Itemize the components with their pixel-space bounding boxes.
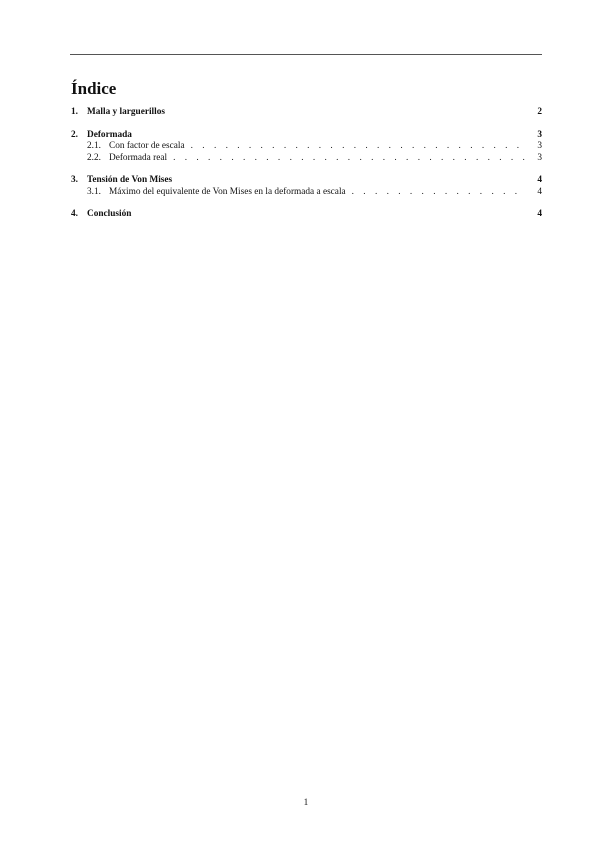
toc-section-deformada[interactable] <box>71 130 542 142</box>
subsection-page: 3 <box>537 141 542 151</box>
subsection-label: Con factor de escala <box>109 141 185 151</box>
section-label: Tensión de Von Mises <box>87 175 173 185</box>
toc-subsection-maximo-von-mises[interactable] <box>71 187 542 199</box>
section-page: 2 <box>537 107 542 117</box>
subsection-label: Deformada real <box>109 152 168 163</box>
subsection-number: 2.1. <box>87 141 101 151</box>
dot-leader <box>191 141 526 153</box>
subsection-number: 3.1. <box>87 186 101 197</box>
toc-section-conclusion[interactable] <box>71 209 542 221</box>
toc-section-malla[interactable] <box>71 107 542 119</box>
section-page: 3 <box>537 129 542 140</box>
section-number: 2. <box>71 129 78 140</box>
section-number: 1. <box>71 107 78 117</box>
section-number: 3. <box>71 175 78 185</box>
subsection-page: 3 <box>537 152 542 163</box>
section-page: 4 <box>537 209 542 219</box>
toc-title: Índice <box>71 79 117 98</box>
table-of-contents <box>71 107 542 221</box>
section-label: Conclusión <box>87 209 132 219</box>
section-label: Deformada <box>87 129 132 140</box>
dot-leader <box>173 153 526 165</box>
subsection-label: Máximo del equivalente de Von Mises en la deformada a escala <box>109 186 346 197</box>
section-label: Malla y larguerillos <box>87 107 165 117</box>
page-number: 1 <box>303 798 309 808</box>
toc-subsection-deformada-real[interactable] <box>71 153 542 165</box>
section-number: 4. <box>71 209 78 219</box>
toc-subsection-factor-escala[interactable] <box>71 141 542 153</box>
subsection-number: 2.2. <box>87 152 101 163</box>
subsection-page: 4 <box>537 186 542 197</box>
header-rule <box>70 54 542 55</box>
toc-section-von-mises[interactable] <box>71 175 542 187</box>
dot-leader <box>352 187 526 199</box>
section-page: 4 <box>537 175 542 185</box>
